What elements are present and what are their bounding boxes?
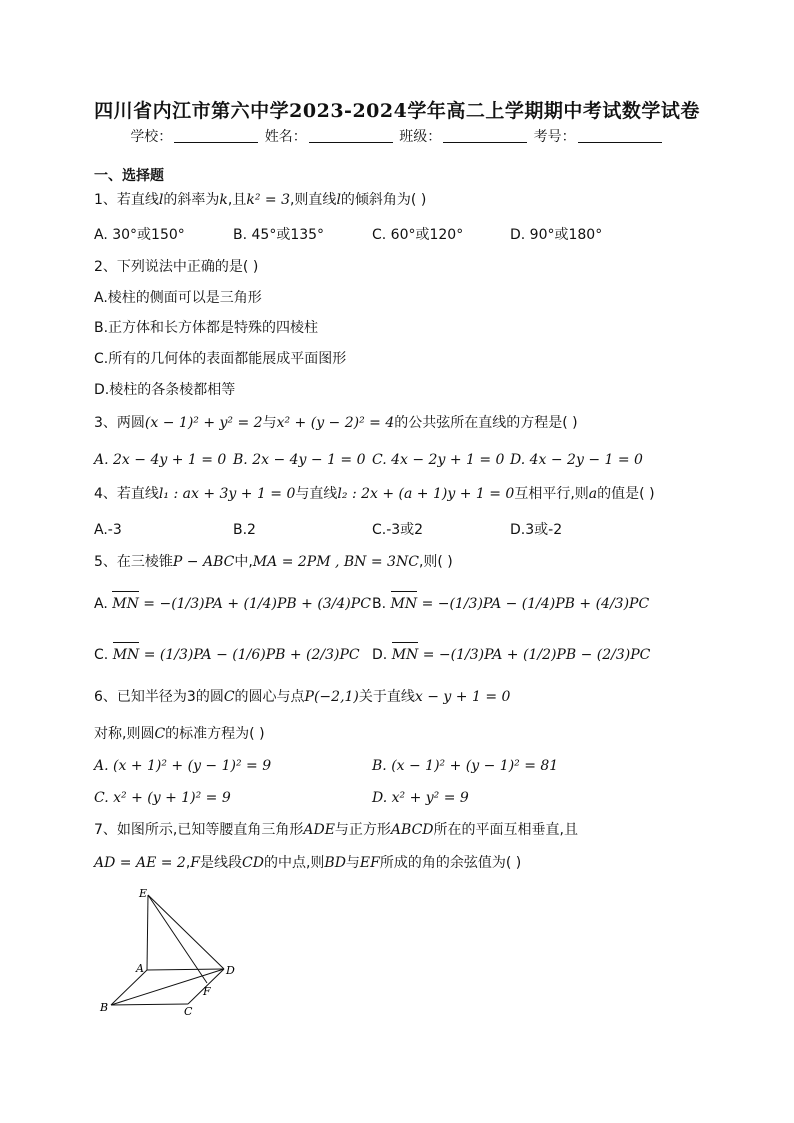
question-4-option-b[interactable]: B.2	[233, 522, 256, 538]
name-blank[interactable]	[309, 130, 393, 143]
question-1-option-a[interactable]: A. 30°或150°	[94, 227, 185, 243]
question-6-option-d[interactable]: D. x² + y² = 9	[372, 790, 469, 806]
question-6-option-a[interactable]: A. (x + 1)² + (y − 1)² = 9	[94, 758, 272, 774]
student-info-row	[0, 126, 794, 146]
question-2-stem: 2、下列说法中正确的是( )	[94, 259, 259, 275]
label-F: F	[203, 985, 211, 998]
question-6-stem-line2: 对称,则圆C的标准方程为( )	[94, 726, 265, 742]
edge-AD	[147, 969, 224, 970]
question-5-option-b[interactable]: B. MN = −(1/3)PA − (1/4)PB + (4/3)PC	[372, 596, 650, 612]
question-5-option-d[interactable]: D. MN = −(1/3)PA + (1/2)PB − (2/3)PC	[372, 647, 651, 663]
question-4-option-a[interactable]: A.-3	[94, 522, 122, 538]
class-blank[interactable]	[443, 130, 527, 143]
name-label: 姓名：	[264, 129, 307, 145]
geometry-figure	[95, 885, 245, 1020]
question-6-stem-line1: 6、已知半径为3的圆C的圆心与点P(−2,1)关于直线x − y + 1 = 0	[94, 689, 511, 705]
question-5-option-c[interactable]: C. MN = (1/3)PA − (1/6)PB + (2/3)PC	[94, 647, 360, 663]
question-4-option-d[interactable]: D.3或-2	[510, 522, 563, 538]
section-heading: 一、选择题	[94, 168, 164, 184]
edge-ED	[148, 895, 224, 969]
question-3-stem: 3、两圆(x − 1)² + y² = 2与x² + (y − 2)² = 4的公共弦所在直线的方程是( )	[94, 415, 578, 431]
label-E: E	[139, 887, 148, 900]
question-3-option-d[interactable]: D. 4x − 2y − 1 = 0	[510, 452, 643, 468]
question-4-stem: 4、若直线l₁ : ax + 3y + 1 = 0与直线l₂ : 2x + (a + 1)y + 1 = 0互相平行,则a的值是( )	[94, 486, 655, 502]
school-label: 学校：	[130, 129, 173, 145]
edge-BC	[111, 1004, 188, 1005]
exam-number-blank[interactable]	[578, 130, 662, 143]
label-B: B	[100, 1001, 109, 1014]
label-C: C	[184, 1005, 193, 1018]
question-2-option-b[interactable]: B.正方体和长方体都是特殊的四棱柱	[94, 320, 319, 336]
exam-number-label: 考号：	[533, 129, 576, 145]
question-2-option-a[interactable]: A.棱柱的侧面可以是三角形	[94, 290, 262, 306]
question-3-option-c[interactable]: C. 4x − 2y + 1 = 0	[372, 452, 505, 468]
question-3-option-a[interactable]: A. 2x − 4y + 1 = 0	[94, 452, 227, 468]
class-label: 班级：	[399, 129, 442, 145]
question-6-option-c[interactable]: C. x² + (y + 1)² = 9	[94, 790, 231, 806]
question-1-option-c[interactable]: C. 60°或120°	[372, 227, 464, 243]
question-1-stem: 1、若直线l的斜率为k,且k² = 3,则直线l的倾斜角为( )	[94, 192, 427, 208]
label-D: D	[226, 964, 235, 977]
question-3-option-b[interactable]: B. 2x − 4y − 1 = 0	[233, 452, 366, 468]
exam-title: 四川省内江市第六中学2023-2024学年高二上学期期中考试数学试卷	[94, 100, 700, 122]
question-1-option-d[interactable]: D. 90°或180°	[510, 227, 603, 243]
question-7-stem-line2: AD = AE = 2,F是线段CD的中点,则BD与EF所成的角的余弦值为( )	[94, 855, 522, 871]
school-blank[interactable]	[174, 130, 258, 143]
question-4-option-c[interactable]: C.-3或2	[372, 522, 424, 538]
label-A: A	[136, 962, 144, 975]
question-1-option-b[interactable]: B. 45°或135°	[233, 227, 325, 243]
question-6-option-b[interactable]: B. (x − 1)² + (y − 1)² = 81	[372, 758, 559, 774]
question-7-stem-line1: 7、如图所示,已知等腰直角三角形ADE与正方形ABCD所在的平面互相垂直,且	[94, 822, 578, 838]
question-2-option-d[interactable]: D.棱柱的各条棱都相等	[94, 382, 236, 398]
question-2-option-c[interactable]: C.所有的几何体的表面都能展成平面图形	[94, 351, 347, 367]
edge-EA	[147, 895, 148, 970]
question-5-option-a[interactable]: A. MN = −(1/3)PA + (1/4)PB + (3/4)PC	[94, 596, 371, 612]
question-5-stem: 5、在三棱锥P − ABC中,MA = 2PM , BN = 3NC,则( )	[94, 554, 453, 570]
